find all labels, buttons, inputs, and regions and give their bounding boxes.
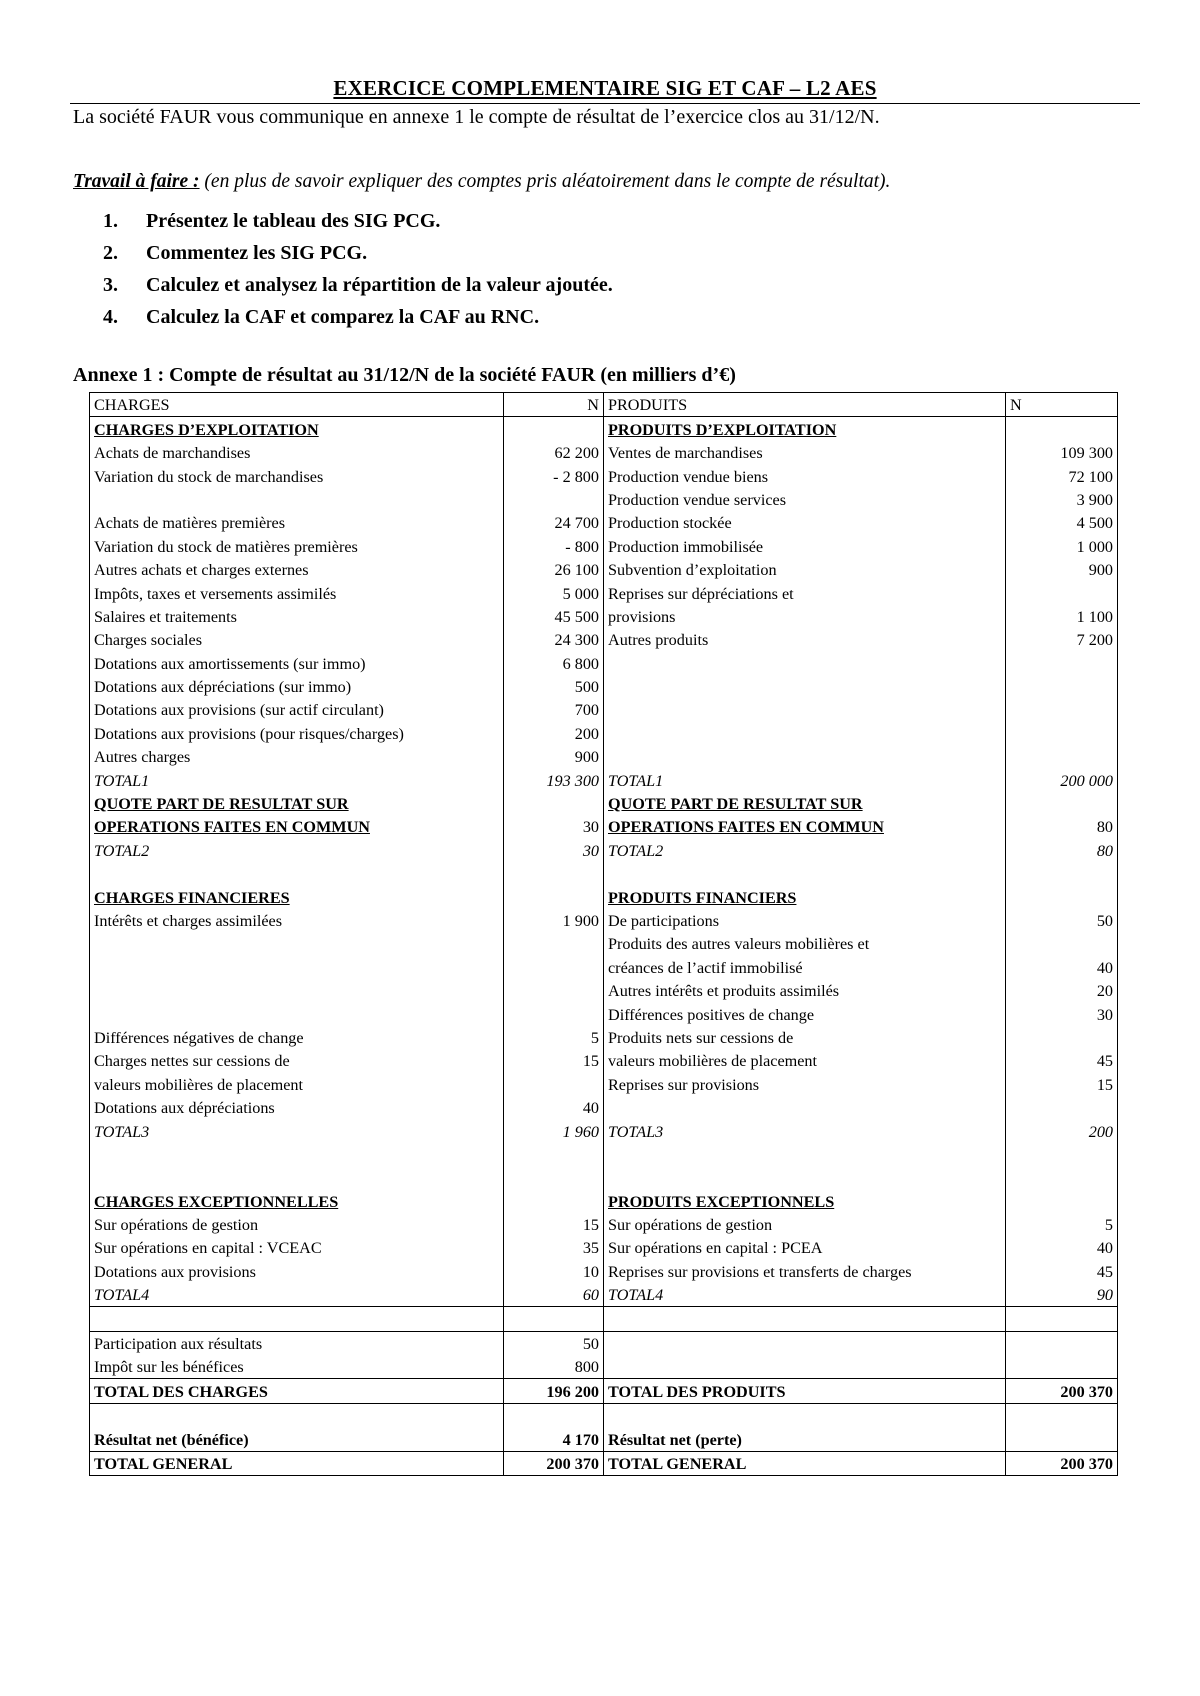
table-row xyxy=(90,1166,1118,1189)
task-item-text: Commentez les SIG PCG. xyxy=(146,242,368,264)
product-amount xyxy=(1006,862,1118,885)
charge-label: Achats de marchandises xyxy=(90,441,504,464)
product-label xyxy=(604,1166,1006,1189)
intro-text: La société FAUR vous communique en annexe 1 le compte de résultat de l’exercice clos au 31/12/N. xyxy=(73,106,880,128)
annex-label: Annexe 1 : xyxy=(73,364,165,386)
income-statement-body xyxy=(90,393,1118,1476)
product-amount xyxy=(1006,698,1118,721)
table-row xyxy=(90,1379,1118,1403)
product-amount: 15 xyxy=(1006,1072,1118,1095)
table-row xyxy=(90,511,1118,534)
charge-label: Dotations aux provisions (sur actif circulant) xyxy=(90,698,504,721)
charge-amount: 200 xyxy=(504,721,604,744)
charge-amount: 60 xyxy=(504,1283,604,1307)
task-item-text: Présentez le tableau des SIG PCG. xyxy=(146,210,441,232)
product-amount: 200 370 xyxy=(1006,1379,1118,1403)
product-amount: 80 xyxy=(1006,815,1118,838)
charge-label: Dotations aux dépréciations (sur immo) xyxy=(90,675,504,698)
charge-amount: 35 xyxy=(504,1236,604,1259)
charge-amount: - 800 xyxy=(504,534,604,557)
table-row xyxy=(90,932,1118,955)
task-item xyxy=(103,301,613,333)
annex-caption: Compte de résultat au 31/12/N de la société FAUR (en milliers d’€) xyxy=(164,364,736,386)
task-list xyxy=(103,205,613,333)
table-row xyxy=(90,698,1118,721)
table-row xyxy=(90,955,1118,978)
task-item-number: 2. xyxy=(103,242,118,264)
charge-amount: 10 xyxy=(504,1259,604,1282)
table-row xyxy=(90,1002,1118,1025)
product-label xyxy=(604,721,1006,744)
product-amount: 5 xyxy=(1006,1213,1118,1236)
product-amount xyxy=(1006,417,1118,441)
charge-amount xyxy=(504,488,604,511)
table-row xyxy=(90,1189,1118,1212)
header-charges: CHARGES xyxy=(90,393,504,417)
product-amount xyxy=(1006,1355,1118,1379)
product-amount xyxy=(1006,1189,1118,1212)
charge-amount: 193 300 xyxy=(504,768,604,791)
charge-label xyxy=(90,932,504,955)
product-label xyxy=(604,675,1006,698)
product-label: PRODUITS FINANCIERS xyxy=(604,885,1006,908)
product-label: provisions xyxy=(604,605,1006,628)
table-row xyxy=(90,885,1118,908)
table-row xyxy=(90,768,1118,791)
product-label: TOTAL2 xyxy=(604,838,1006,861)
charge-label: Salaires et traitements xyxy=(90,605,504,628)
table-row xyxy=(90,1049,1118,1072)
charge-amount: 15 xyxy=(504,1049,604,1072)
product-amount xyxy=(1006,1143,1118,1166)
product-amount: 7 200 xyxy=(1006,628,1118,651)
table-row xyxy=(90,979,1118,1002)
task-item-number: 1. xyxy=(103,210,118,232)
table-header-row xyxy=(90,393,1118,417)
product-label: créances de l’actif immobilisé xyxy=(604,955,1006,978)
charge-label: CHARGES EXCEPTIONNELLES xyxy=(90,1189,504,1212)
charge-amount xyxy=(504,1002,604,1025)
table-row xyxy=(90,909,1118,932)
product-amount xyxy=(1006,1166,1118,1189)
charge-label xyxy=(90,862,504,885)
product-amount: 30 xyxy=(1006,1002,1118,1025)
task-item-number: 3. xyxy=(103,274,118,296)
task-item xyxy=(103,269,613,301)
table-row xyxy=(90,1213,1118,1236)
table-row xyxy=(90,815,1118,838)
product-label xyxy=(604,1355,1006,1379)
task-note: (en plus de savoir expliquer des comptes pris aléatoirement dans le compte de résultat). xyxy=(199,171,891,192)
charge-amount xyxy=(504,1072,604,1095)
charge-label: TOTAL3 xyxy=(90,1119,504,1142)
charge-label: Dotations aux dépréciations xyxy=(90,1096,504,1119)
product-label: TOTAL GENERAL xyxy=(604,1451,1006,1475)
charge-amount: 15 xyxy=(504,1213,604,1236)
product-amount xyxy=(1006,1307,1118,1331)
charge-label: TOTAL1 xyxy=(90,768,504,791)
product-amount: 45 xyxy=(1006,1049,1118,1072)
product-label: Production immobilisée xyxy=(604,534,1006,557)
product-label xyxy=(604,1403,1006,1427)
product-amount: 109 300 xyxy=(1006,441,1118,464)
product-label: De participations xyxy=(604,909,1006,932)
product-label: Production vendue services xyxy=(604,488,1006,511)
charge-label: OPERATIONS FAITES EN COMMUN xyxy=(90,815,504,838)
charge-label xyxy=(90,1143,504,1166)
table-row xyxy=(90,1143,1118,1166)
charge-amount: 50 xyxy=(504,1331,604,1355)
task-label: Travail à faire : xyxy=(73,171,200,192)
product-amount: 200 370 xyxy=(1006,1451,1118,1475)
table-row xyxy=(90,1451,1118,1475)
table-row xyxy=(90,558,1118,581)
table-row xyxy=(90,675,1118,698)
charge-amount xyxy=(504,885,604,908)
table-row xyxy=(90,721,1118,744)
table-row xyxy=(90,1331,1118,1355)
charge-label xyxy=(90,1307,504,1331)
product-label: Autres intérêts et produits assimilés xyxy=(604,979,1006,1002)
product-label: Production stockée xyxy=(604,511,1006,534)
product-label: PRODUITS D’EXPLOITATION xyxy=(604,417,1006,441)
table-row xyxy=(90,838,1118,861)
annex-title xyxy=(73,364,736,387)
table-row xyxy=(90,1283,1118,1307)
charge-label: Autres charges xyxy=(90,745,504,768)
charge-amount: 500 xyxy=(504,675,604,698)
product-amount: 1 000 xyxy=(1006,534,1118,557)
product-amount: 4 500 xyxy=(1006,511,1118,534)
product-label: OPERATIONS FAITES EN COMMUN xyxy=(604,815,1006,838)
table-row xyxy=(90,1403,1118,1427)
charge-amount: 700 xyxy=(504,698,604,721)
task-instructions xyxy=(73,171,890,193)
product-label xyxy=(604,1307,1006,1331)
charge-amount xyxy=(504,792,604,815)
charge-label: Impôts, taxes et versements assimilés xyxy=(90,581,504,604)
product-amount xyxy=(1006,792,1118,815)
product-label xyxy=(604,1096,1006,1119)
product-label xyxy=(604,1143,1006,1166)
table-row xyxy=(90,488,1118,511)
product-label: Reprises sur provisions et transferts de charges xyxy=(604,1259,1006,1282)
product-amount: 200 xyxy=(1006,1119,1118,1142)
table-row xyxy=(90,1307,1118,1331)
charge-label xyxy=(90,1002,504,1025)
charge-amount xyxy=(504,932,604,955)
product-amount xyxy=(1006,932,1118,955)
product-label: Résultat net (perte) xyxy=(604,1427,1006,1451)
task-item-text: Calculez la CAF et comparez la CAF au RNC. xyxy=(146,306,540,328)
product-amount: 72 100 xyxy=(1006,464,1118,487)
charge-label: Différences négatives de change xyxy=(90,1026,504,1049)
charge-amount: 900 xyxy=(504,745,604,768)
product-label: TOTAL DES PRODUITS xyxy=(604,1379,1006,1403)
charge-label: valeurs mobilières de placement xyxy=(90,1072,504,1095)
product-amount xyxy=(1006,1026,1118,1049)
table-row xyxy=(90,1072,1118,1095)
charge-amount: 1 900 xyxy=(504,909,604,932)
charge-amount: 196 200 xyxy=(504,1379,604,1403)
header-produits: PRODUITS xyxy=(604,393,1006,417)
charge-label: Participation aux résultats xyxy=(90,1331,504,1355)
table-row xyxy=(90,1026,1118,1049)
charge-label: Résultat net (bénéfice) xyxy=(90,1427,504,1451)
table-row xyxy=(90,651,1118,674)
table-row xyxy=(90,534,1118,557)
product-amount xyxy=(1006,1427,1118,1451)
charge-label: Autres achats et charges externes xyxy=(90,558,504,581)
product-amount xyxy=(1006,1331,1118,1355)
table-row xyxy=(90,464,1118,487)
product-label: Production vendue biens xyxy=(604,464,1006,487)
table-row xyxy=(90,1236,1118,1259)
header-produits-n: N xyxy=(1006,393,1118,417)
product-amount: 900 xyxy=(1006,558,1118,581)
product-amount xyxy=(1006,745,1118,768)
product-label: Sur opérations de gestion xyxy=(604,1213,1006,1236)
table-row xyxy=(90,417,1118,441)
income-statement-table xyxy=(89,392,1118,1476)
charge-label: TOTAL2 xyxy=(90,838,504,861)
charge-label: TOTAL DES CHARGES xyxy=(90,1379,504,1403)
product-label: Subvention d’exploitation xyxy=(604,558,1006,581)
product-amount xyxy=(1006,581,1118,604)
table-row xyxy=(90,1096,1118,1119)
charge-amount xyxy=(504,1403,604,1427)
table-row xyxy=(90,745,1118,768)
product-label: Produits nets sur cessions de xyxy=(604,1026,1006,1049)
charge-amount xyxy=(504,1166,604,1189)
product-amount: 90 xyxy=(1006,1283,1118,1307)
charge-label: CHARGES D’EXPLOITATION xyxy=(90,417,504,441)
product-label xyxy=(604,698,1006,721)
charge-amount xyxy=(504,417,604,441)
charge-label xyxy=(90,1403,504,1427)
table-row xyxy=(90,1259,1118,1282)
product-amount xyxy=(1006,1403,1118,1427)
task-item-text: Calculez et analysez la répartition de la valeur ajoutée. xyxy=(146,274,613,296)
product-label xyxy=(604,1331,1006,1355)
table-row xyxy=(90,441,1118,464)
product-label xyxy=(604,745,1006,768)
product-label: PRODUITS EXCEPTIONNELS xyxy=(604,1189,1006,1212)
table-row xyxy=(90,1427,1118,1451)
charge-label xyxy=(90,1166,504,1189)
product-amount xyxy=(1006,885,1118,908)
charge-amount: 24 300 xyxy=(504,628,604,651)
charge-label: Charges nettes sur cessions de xyxy=(90,1049,504,1072)
charge-amount: 1 960 xyxy=(504,1119,604,1142)
product-label: Sur opérations en capital : PCEA xyxy=(604,1236,1006,1259)
charge-label: Dotations aux provisions xyxy=(90,1259,504,1282)
product-amount: 1 100 xyxy=(1006,605,1118,628)
charge-label: CHARGES FINANCIERES xyxy=(90,885,504,908)
product-amount: 50 xyxy=(1006,909,1118,932)
product-label: Produits des autres valeurs mobilières et xyxy=(604,932,1006,955)
charge-amount: 30 xyxy=(504,815,604,838)
product-label xyxy=(604,651,1006,674)
task-item-number: 4. xyxy=(103,306,118,328)
product-label: Reprises sur dépréciations et xyxy=(604,581,1006,604)
charge-amount: 200 370 xyxy=(504,1451,604,1475)
charge-amount: 40 xyxy=(504,1096,604,1119)
product-amount: 80 xyxy=(1006,838,1118,861)
product-amount: 200 000 xyxy=(1006,768,1118,791)
table-row xyxy=(90,862,1118,885)
charge-amount: - 2 800 xyxy=(504,464,604,487)
product-amount xyxy=(1006,721,1118,744)
charge-label xyxy=(90,955,504,978)
charge-amount: 30 xyxy=(504,838,604,861)
product-amount xyxy=(1006,675,1118,698)
charge-amount: 6 800 xyxy=(504,651,604,674)
charge-amount: 45 500 xyxy=(504,605,604,628)
product-label: TOTAL3 xyxy=(604,1119,1006,1142)
charge-amount xyxy=(504,955,604,978)
product-amount: 40 xyxy=(1006,955,1118,978)
charge-amount xyxy=(504,1307,604,1331)
charge-label: Dotations aux amortissements (sur immo) xyxy=(90,651,504,674)
table-row xyxy=(90,1119,1118,1142)
table-row xyxy=(90,605,1118,628)
charge-amount xyxy=(504,1143,604,1166)
charge-amount: 4 170 xyxy=(504,1427,604,1451)
charge-label: Variation du stock de marchandises xyxy=(90,464,504,487)
product-label: QUOTE PART DE RESULTAT SUR xyxy=(604,792,1006,815)
table-row xyxy=(90,581,1118,604)
product-amount xyxy=(1006,651,1118,674)
charge-amount xyxy=(504,979,604,1002)
task-item xyxy=(103,237,613,269)
document-title: EXERCICE COMPLEMENTAIRE SIG ET CAF – L2 AES xyxy=(333,76,877,100)
charge-label: Sur opérations de gestion xyxy=(90,1213,504,1236)
charge-amount: 5 xyxy=(504,1026,604,1049)
charge-label: Sur opérations en capital : VCEAC xyxy=(90,1236,504,1259)
title-divider xyxy=(70,103,1140,104)
product-label xyxy=(604,862,1006,885)
charge-label: QUOTE PART DE RESULTAT SUR xyxy=(90,792,504,815)
charge-label: Impôt sur les bénéfices xyxy=(90,1355,504,1379)
table-row xyxy=(90,628,1118,651)
charge-amount: 5 000 xyxy=(504,581,604,604)
charge-label: Variation du stock de matières premières xyxy=(90,534,504,557)
charge-label: Dotations aux provisions (pour risques/charges) xyxy=(90,721,504,744)
header-charges-n: N xyxy=(504,393,604,417)
product-label: Reprises sur provisions xyxy=(604,1072,1006,1095)
product-amount: 40 xyxy=(1006,1236,1118,1259)
charge-label: TOTAL4 xyxy=(90,1283,504,1307)
table-row xyxy=(90,792,1118,815)
charge-amount: 800 xyxy=(504,1355,604,1379)
product-amount: 45 xyxy=(1006,1259,1118,1282)
charge-label: Achats de matières premières xyxy=(90,511,504,534)
product-label: TOTAL1 xyxy=(604,768,1006,791)
charge-amount: 62 200 xyxy=(504,441,604,464)
table-row xyxy=(90,1355,1118,1379)
charge-label xyxy=(90,979,504,1002)
task-item xyxy=(103,205,613,237)
product-label: TOTAL4 xyxy=(604,1283,1006,1307)
charge-amount: 24 700 xyxy=(504,511,604,534)
product-amount xyxy=(1006,1096,1118,1119)
charge-label: Intérêts et charges assimilées xyxy=(90,909,504,932)
charge-label: Charges sociales xyxy=(90,628,504,651)
product-amount: 20 xyxy=(1006,979,1118,1002)
product-label: valeurs mobilières de placement xyxy=(604,1049,1006,1072)
charge-label: TOTAL GENERAL xyxy=(90,1451,504,1475)
charge-amount xyxy=(504,862,604,885)
product-label: Différences positives de change xyxy=(604,1002,1006,1025)
product-label: Autres produits xyxy=(604,628,1006,651)
charge-label xyxy=(90,488,504,511)
charge-amount xyxy=(504,1189,604,1212)
charge-amount: 26 100 xyxy=(504,558,604,581)
product-amount: 3 900 xyxy=(1006,488,1118,511)
product-label: Ventes de marchandises xyxy=(604,441,1006,464)
